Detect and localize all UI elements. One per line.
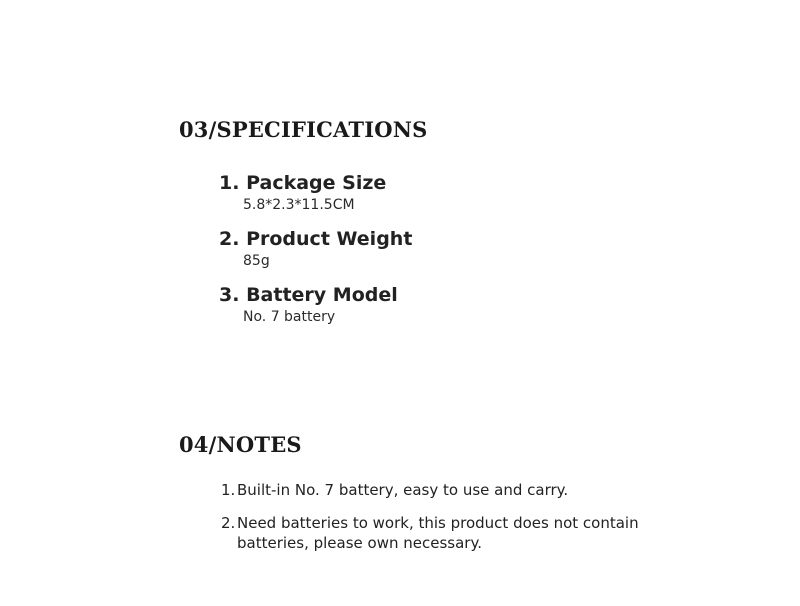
spec-heading-text: Product Weight xyxy=(246,228,413,250)
notes-list xyxy=(221,480,701,553)
spec-heading-text: Package Size xyxy=(246,172,387,194)
note-number: 1. xyxy=(221,481,236,499)
spec-item-product-weight xyxy=(219,226,412,271)
note-text: Built-in No. 7 battery, easy to use and carry. xyxy=(237,481,569,499)
note-item-2 xyxy=(221,513,701,553)
spec-value: No. 7 battery xyxy=(243,309,336,325)
spec-number: 1. xyxy=(219,172,240,194)
notes-section-title: 04/NOTES xyxy=(179,432,302,457)
specifications-section-title: 03/SPECIFICATIONS xyxy=(179,117,428,142)
note-item-1 xyxy=(221,480,701,500)
spec-heading-text: Battery Model xyxy=(246,284,398,306)
spec-value: 5.8*2.3*11.5CM xyxy=(243,197,355,213)
spec-item-package-size xyxy=(219,170,412,215)
note-number: 2. xyxy=(221,514,236,532)
spec-heading xyxy=(219,282,412,308)
note-text: Need batteries to work, this product does not contain batteries, please own necessary. xyxy=(237,514,639,552)
specifications-list xyxy=(219,170,412,327)
spec-number: 3. xyxy=(219,284,240,306)
spec-number: 2. xyxy=(219,228,240,250)
spec-item-battery-model xyxy=(219,282,412,327)
spec-heading xyxy=(219,170,412,196)
spec-heading xyxy=(219,226,412,252)
spec-value: 85g xyxy=(243,253,270,269)
